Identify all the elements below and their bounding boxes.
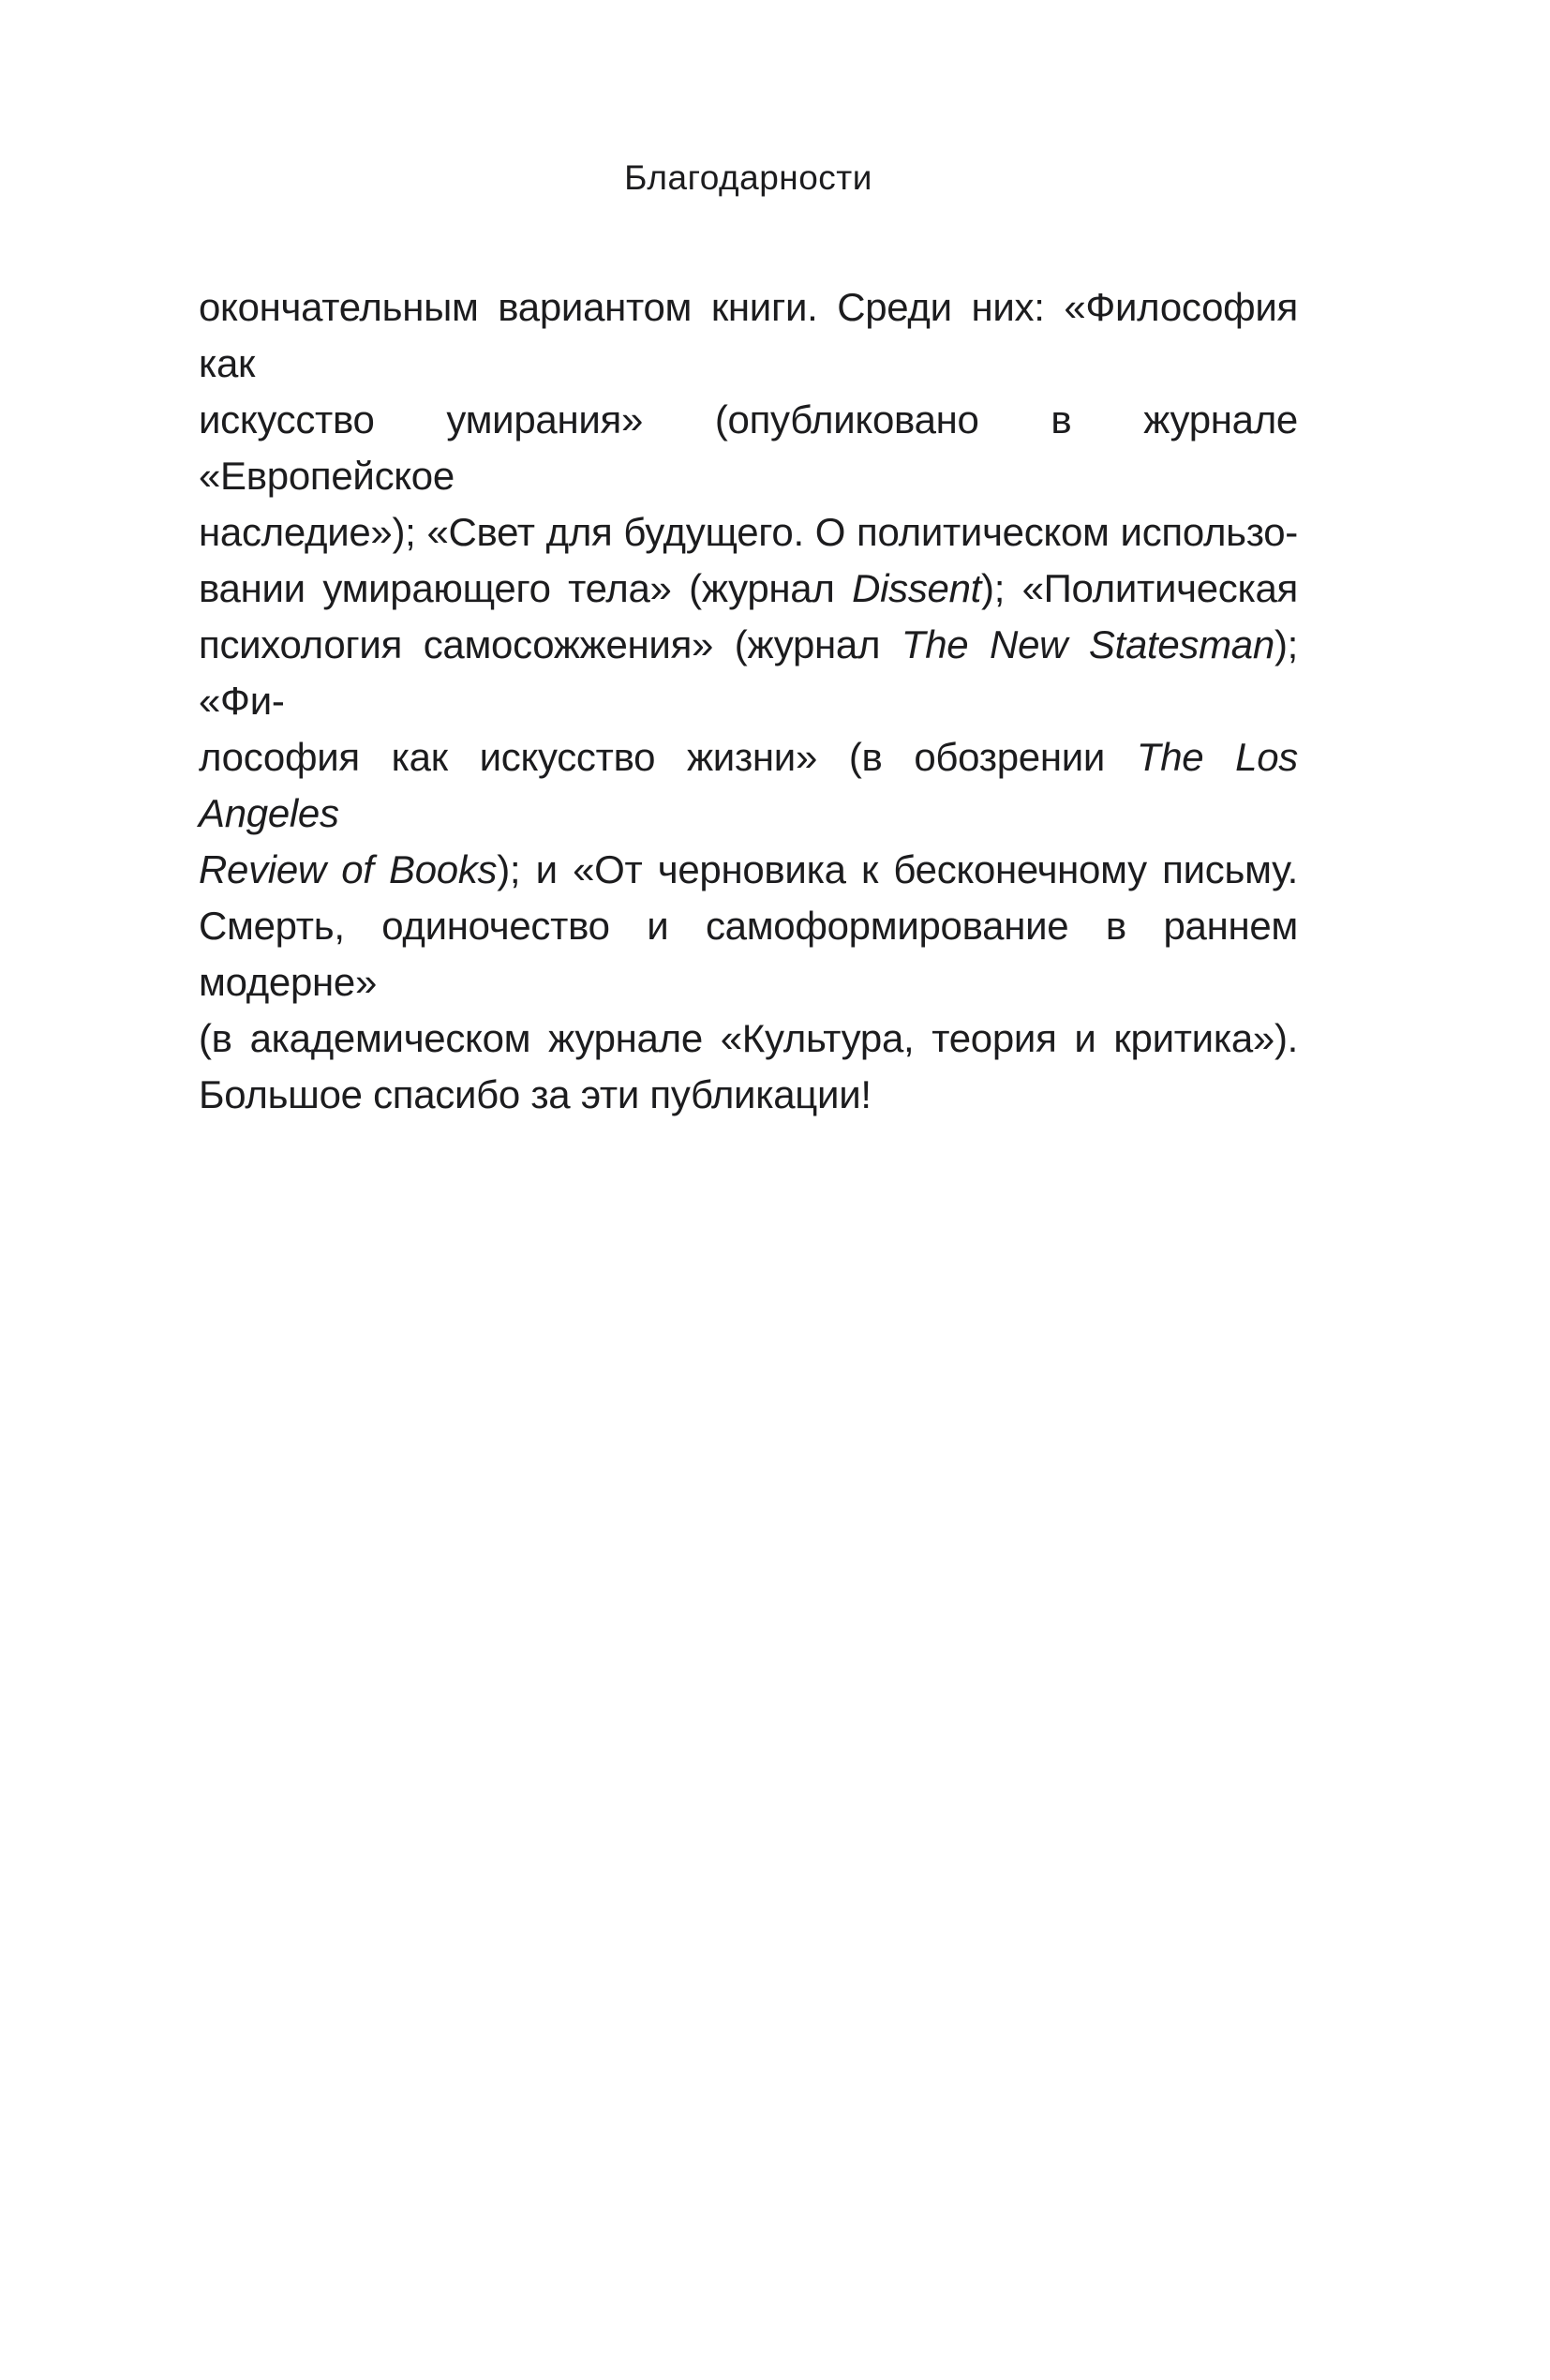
text-segment: вании умирающего тела» (журнал xyxy=(199,566,853,610)
text-segment: искусство умирания» (опубликовано в журнале «Европейское xyxy=(199,397,1298,498)
text-line xyxy=(199,1010,1298,1067)
text-line xyxy=(199,392,1298,504)
text-line xyxy=(199,729,1298,842)
page-header: Благодарности xyxy=(624,158,872,197)
text-segment: ); «Политическая xyxy=(981,566,1298,610)
text-segment: психология самосожжения» (журнал xyxy=(199,622,902,666)
text-segment: Большое спасибо за эти публикации! xyxy=(199,1072,872,1116)
text-segment: Смерть, одиночество и самоформирование в раннем модерне» xyxy=(199,904,1298,1004)
italic-journal-title: Dissent xyxy=(852,566,982,610)
text-line xyxy=(199,504,1298,561)
text-segment: (в академическом журнале «Культура, теория и критика»). xyxy=(199,1016,1298,1060)
italic-journal-title: The Los Angeles xyxy=(199,735,1298,835)
text-segment: ); и «От черновика к бесконечному письму. xyxy=(497,847,1298,891)
text-line xyxy=(199,279,1298,392)
text-segment: окончательным вариантом книги. Среди них: «Философия как xyxy=(199,285,1298,385)
italic-journal-title: Review of Books xyxy=(199,847,498,891)
text-line xyxy=(199,617,1298,729)
paragraph xyxy=(199,279,1298,1123)
text-segment: лософия как искусство жизни» (в обозрении xyxy=(199,735,1137,779)
text-line xyxy=(199,1067,1298,1123)
text-line xyxy=(199,561,1298,617)
text-line xyxy=(199,842,1298,898)
italic-journal-title: The New Statesman xyxy=(901,622,1274,666)
text-segment: ); «Фи- xyxy=(199,622,1298,723)
text-segment: наследие»); «Свет для будущего. О политическом использо- xyxy=(199,510,1298,554)
text-line xyxy=(199,898,1298,1010)
